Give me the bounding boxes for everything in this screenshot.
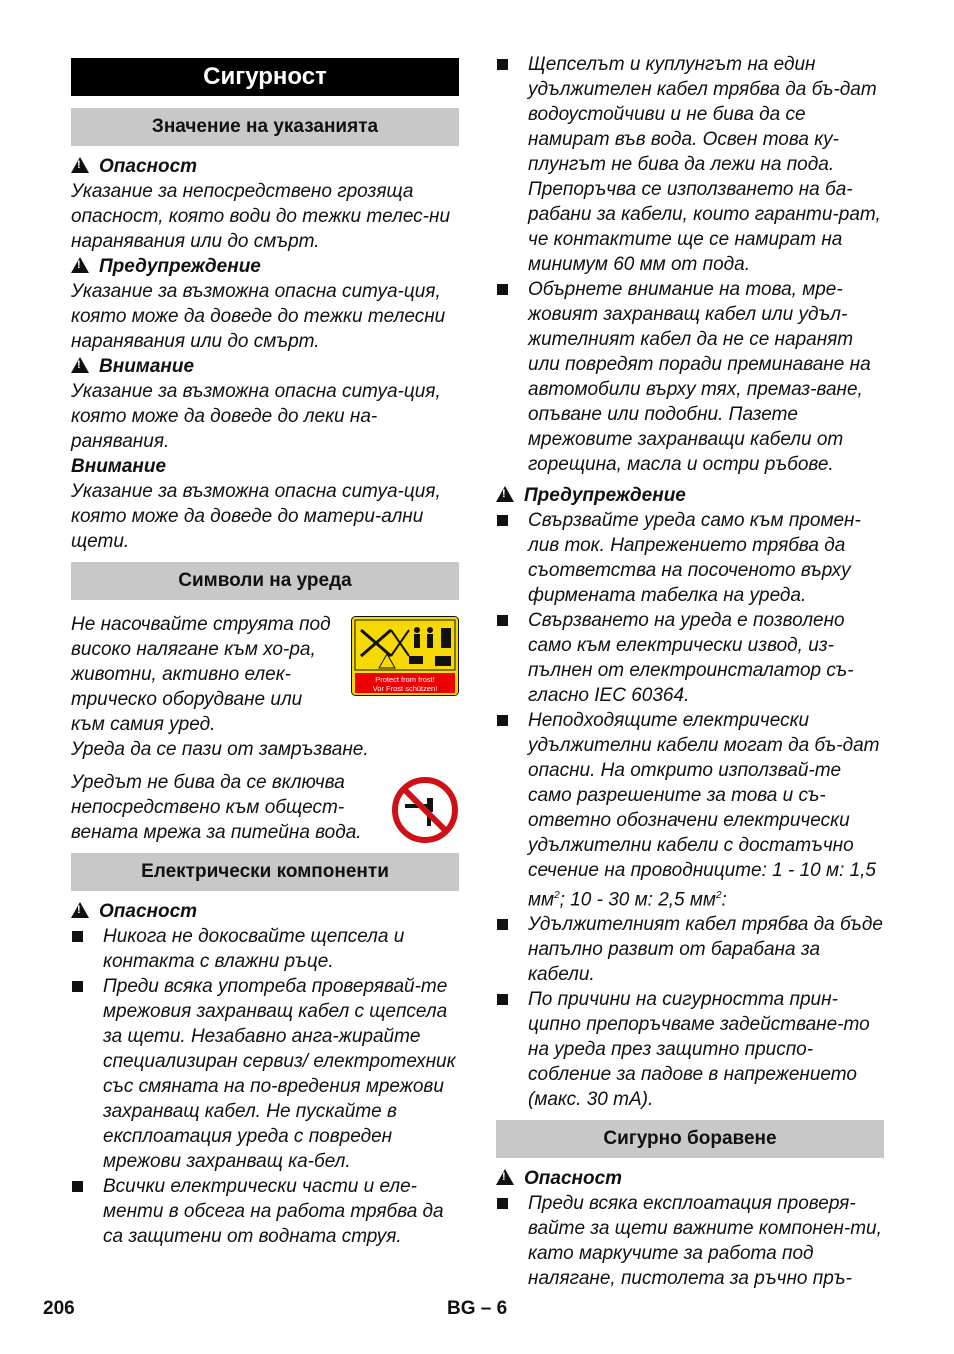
list-item: Свързвайте уреда само към промен-лив ток. Напрежението трябва да съответства на посоченото върху фирмената табелка на уреда.	[496, 508, 884, 608]
warning-triangle-icon	[496, 1169, 514, 1185]
list-item: Никога не докосвайте щепсела и контакта с влажни ръце.	[71, 924, 459, 974]
superscript: 2	[715, 890, 722, 901]
section-title-symbols: Символи на уреда	[71, 562, 459, 600]
warning-triangle-icon	[71, 357, 89, 373]
list-item: Неподходящите електрически удължителни кабели могат да бъ-дат опасни. На открито използвай-те само разрешените за това и съ-ответно обозначени електрически удължителни кабели с достатъчно сечение на проводниците: 1 - 10 м: 1,5 $мм^2$; 10 - 30 м: 2,5 $мм^2$:	[496, 708, 884, 912]
section-title-meaning: Значение на указанията	[71, 108, 459, 146]
symbol-row-2	[71, 770, 459, 845]
list-item: Обърнете внимание на това, мре-жовият захранващ кабел или удъл-жителният кабел да не се наранят или повредят поради преминаване на автомобили върху тях, премаз-ване, опъване или подобни. Пазете мрежовите захранващи кабели от горещина, масла и остри ръбове.	[496, 277, 884, 477]
list-item: Щепселът и куплунгът на един удължителен кабел трябва да бъ-дат водоустойчиви и не бива да се намират във вода. Освен това ку-плунгът не бива да лежи на пода. Препоръчва се използването на ба-рабани за кабели, които гаранти-рат, че контактите ще се намират на минимум 60 мм от пода.	[496, 52, 884, 277]
superscript: 2	[554, 890, 560, 901]
warning-heading: !Предупреждение	[71, 254, 459, 279]
extension-cable-list	[496, 52, 884, 477]
danger-heading: !Опасност	[71, 154, 459, 179]
warning-triangle-icon	[71, 902, 89, 918]
caution-text: Указание за възможна опасна ситуа-ция, която може да доведе до леки на-ранявания.	[71, 381, 441, 452]
danger-heading-3: !Опасност	[496, 1166, 884, 1191]
safe-handling-list	[496, 1191, 884, 1291]
frost-label-line-2: Vor Frost schützen!	[372, 684, 438, 693]
page-number: 206	[43, 1298, 75, 1319]
section-title-electrical: Електрически компоненти	[71, 853, 459, 891]
electrical-danger-list	[71, 924, 459, 1249]
symbol-text-1: Не насочвайте струята под високо налягане към хо-ра, животни, активно елек-трическо оборудване или към самия уред.	[71, 614, 331, 735]
list-item: Преди всяка експлоатация проверя-вайте за щети важните компонен-ти, като маркучите за работа под налягане, пистолета за ръчно пръ-	[496, 1191, 884, 1291]
list-item: Всички електрически части и еле-менти в обсега на работа трябва да са защитени от водната струя.	[71, 1174, 459, 1249]
left-column	[71, 58, 459, 1249]
symbol-text-2: Уредът не бива да се включва непосредствено към общест-вената мрежа за питейна вода.	[71, 772, 362, 843]
notice-text: Указание за възможна опасна ситуа-ция, която може да доведе до матери-ални щети.	[71, 481, 441, 552]
frost-warning-label-icon	[351, 616, 459, 696]
danger-heading-2: !Опасност	[71, 899, 459, 924]
caution-heading: !Внимание	[71, 354, 459, 379]
symbol-row-1	[71, 612, 459, 737]
warning-text: Указание за възможна опасна ситуа-ция, която може да доведе до тежки телесни наранявания или до смърт.	[71, 281, 446, 352]
no-drinking-water-connection-icon	[391, 776, 459, 844]
warning-triangle-icon	[71, 157, 89, 173]
list-item: Свързването на уреда е позволено само към електрически извод, из-пълнен от електроинсталатор съ-гласно IEC 60364.	[496, 608, 884, 708]
page-title: Сигурност	[71, 58, 459, 96]
notice-heading: Внимание	[71, 456, 167, 477]
warning-heading-2: !Предупреждение	[496, 483, 884, 508]
frost-label-line-1: Protect from frost!	[375, 675, 435, 684]
page-reference: BG – 6	[447, 1298, 508, 1319]
list-item: По причини на сигурността прин-ципно препоръчваме задействане-то на уреда през защитно приспо-собление за падове в напрежението (макс. 30 mA).	[496, 987, 884, 1112]
section-title-safe-handling: Сигурно боравене	[496, 1120, 884, 1158]
danger-text: Указание за непосредствено грозяща опасност, която води до тежки телес-ни наранявания или до смърт.	[71, 181, 451, 252]
warning-triangle-icon	[71, 257, 89, 273]
right-column	[496, 52, 884, 1291]
list-item: Преди всяка употреба проверявай-те мрежовия захранващ кабел с щепсела за щети. Незабавно анга-жирайте специализиран сервиз/ електротехник със смяната на по-вредения мрежови захранващ кабел. Не пускайте в експлоатация уреда с повреден мрежови захранващ ка-бел.	[71, 974, 459, 1174]
symbol-text-frost: Уреда да се пази от замръзване.	[71, 739, 369, 760]
warning-triangle-icon	[496, 486, 514, 502]
list-item: Удължителният кабел трябва да бъде напълно развит от барабана за кабели.	[496, 912, 884, 987]
electrical-warning-list	[496, 508, 884, 1112]
